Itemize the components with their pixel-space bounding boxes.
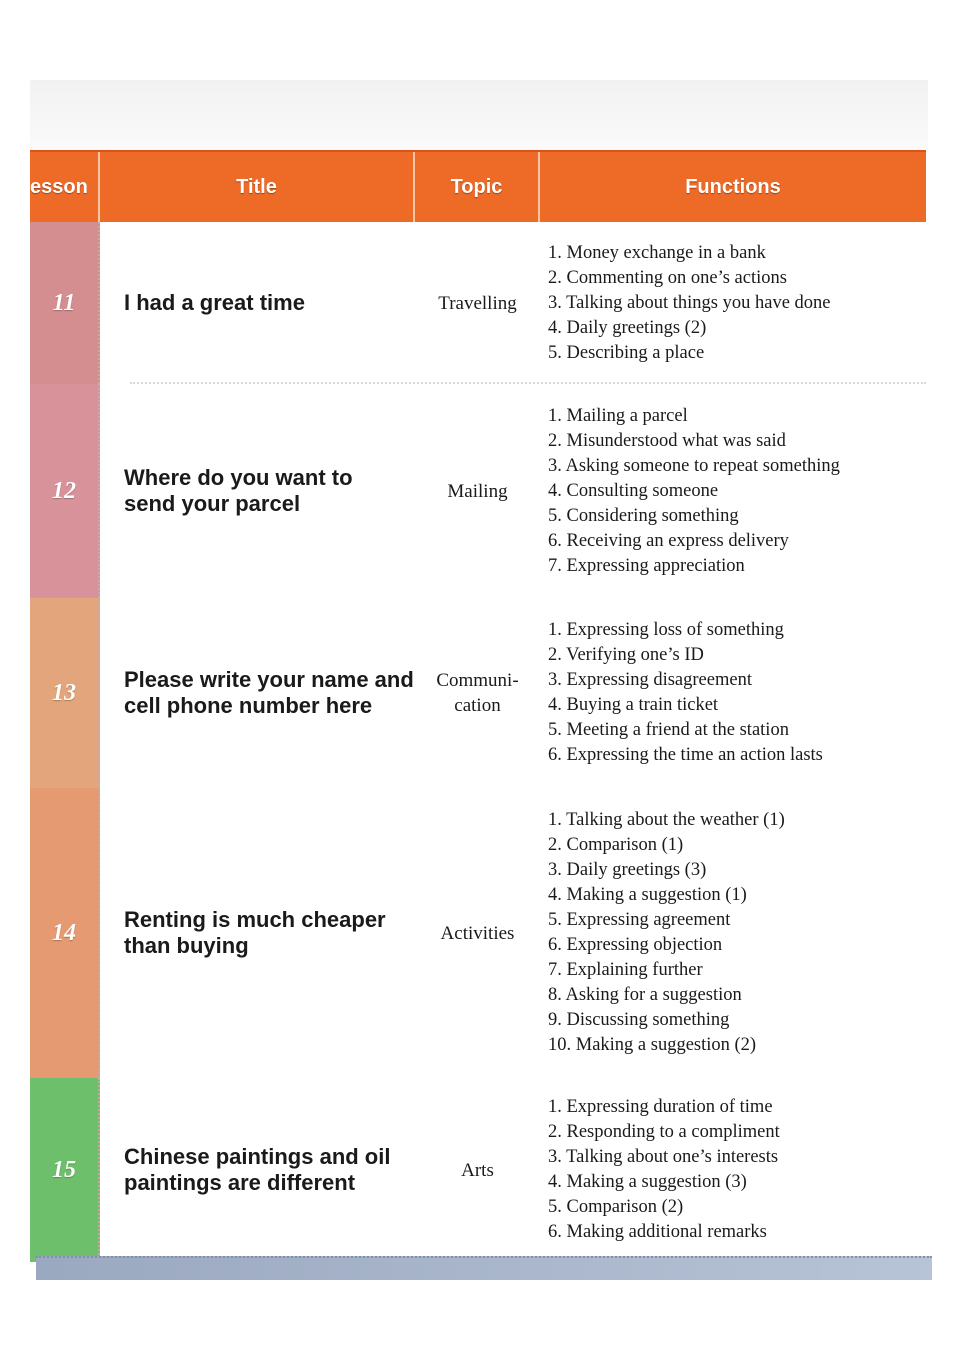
function-item: 1. Talking about the weather (1) xyxy=(548,810,785,830)
header-functions: Functions xyxy=(685,175,781,198)
lesson-number-cell xyxy=(30,598,100,788)
function-item: 5. Meeting a friend at the station xyxy=(548,720,789,740)
topic-cell xyxy=(415,788,540,1078)
function-item: 5. Considering something xyxy=(548,505,739,526)
function-item: 2. Commenting on one’s actions xyxy=(548,267,787,288)
header-lesson: esson xyxy=(30,152,100,222)
title-cell xyxy=(100,384,415,598)
lesson-topic: Arts xyxy=(461,1159,494,1181)
function-item: 6. Making additional remarks xyxy=(548,1222,767,1242)
function-item: 5. Comparison (2) xyxy=(548,1197,684,1217)
title-cell xyxy=(100,1078,415,1262)
function-item: 2. Comparison (1) xyxy=(548,835,684,855)
lesson-topic: Travelling xyxy=(438,292,517,314)
function-item: 9. Discussing something xyxy=(548,1010,730,1030)
functions-list xyxy=(540,1078,926,1262)
header-title: Title xyxy=(100,152,415,222)
lesson-title: Where do you want to send your parcel xyxy=(124,465,353,516)
topic-cell xyxy=(415,1078,540,1262)
lesson-row-12 xyxy=(30,384,926,598)
function-item: 3. Expressing disagreement xyxy=(548,670,752,690)
lesson-number: 14 xyxy=(52,919,76,946)
lesson-row-14 xyxy=(30,788,926,1078)
lesson-number-cell xyxy=(30,222,100,384)
page-top-shade xyxy=(30,80,928,152)
topic-cell xyxy=(415,598,540,788)
function-item: 3. Talking about one’s interests xyxy=(548,1147,779,1167)
function-item: 3. Asking someone to repeat something xyxy=(548,455,840,476)
lesson-table xyxy=(30,150,926,1262)
function-item: 1. Expressing loss of something xyxy=(548,620,784,640)
function-item: 5. Expressing agreement xyxy=(548,910,731,930)
function-item: 7. Expressing appreciation xyxy=(548,555,745,576)
function-item: 1. Mailing a parcel xyxy=(548,405,688,426)
function-item: 8. Asking for a suggestion xyxy=(548,985,742,1005)
function-item: 2. Verifying one’s ID xyxy=(548,645,704,665)
function-item: 4. Making a suggestion (3) xyxy=(548,1172,747,1192)
lesson-number-cell xyxy=(30,384,100,598)
function-item: 5. Describing a place xyxy=(548,342,705,363)
function-item: 2. Responding to a compliment xyxy=(548,1122,780,1142)
lesson-number: 13 xyxy=(52,679,76,706)
topic-cell xyxy=(415,222,540,384)
lesson-number-cell xyxy=(30,1078,100,1262)
lesson-title: Chinese paintings and oil paintings are different xyxy=(124,1144,391,1195)
title-cell xyxy=(100,598,415,788)
functions-list xyxy=(540,788,926,1078)
function-item: 4. Making a suggestion (1) xyxy=(548,885,747,905)
lesson-row-15 xyxy=(30,1078,926,1262)
lesson-row-11 xyxy=(30,222,926,384)
table-header xyxy=(30,150,926,222)
title-cell xyxy=(100,222,415,384)
lesson-title: Renting is much cheaper than buying xyxy=(124,907,386,958)
topic-cell xyxy=(415,384,540,598)
title-cell xyxy=(100,788,415,1078)
function-item: 4. Daily greetings (2) xyxy=(548,317,707,338)
functions-list xyxy=(540,222,926,384)
function-item: 7. Explaining further xyxy=(548,960,703,980)
function-item: 4. Buying a train ticket xyxy=(548,695,719,715)
functions-list xyxy=(540,598,926,788)
header-topic: Topic xyxy=(415,152,540,222)
lesson-number: 12 xyxy=(52,477,76,504)
function-item: 3. Talking about things you have done xyxy=(548,292,831,313)
function-item: 10. Making a suggestion (2) xyxy=(548,1035,757,1055)
lesson-topic: Mailing xyxy=(447,480,508,502)
function-item: 4. Consulting someone xyxy=(548,480,719,501)
functions-list xyxy=(540,384,926,598)
lesson-number-cell xyxy=(30,788,100,1078)
function-item: 1. Expressing duration of time xyxy=(548,1097,773,1117)
lesson-topic: Activities xyxy=(440,922,515,944)
lesson-topic: Communi- cation xyxy=(436,670,519,716)
bottom-strip xyxy=(36,1256,932,1280)
function-item: 6. Expressing the time an action lasts xyxy=(548,745,823,765)
lesson-number: 11 xyxy=(52,289,76,316)
function-item: 2. Misunderstood what was said xyxy=(548,430,786,451)
function-item: 6. Expressing objection xyxy=(548,935,723,955)
function-item: 6. Receiving an express delivery xyxy=(548,530,789,551)
lesson-title: Please write your name and cell phone number here xyxy=(124,667,414,718)
lesson-row-13 xyxy=(30,598,926,788)
function-item: 1. Money exchange in a bank xyxy=(548,242,766,263)
lesson-title: I had a great time xyxy=(124,290,305,315)
function-item: 3. Daily greetings (3) xyxy=(548,860,707,880)
lesson-number: 15 xyxy=(52,1156,76,1183)
